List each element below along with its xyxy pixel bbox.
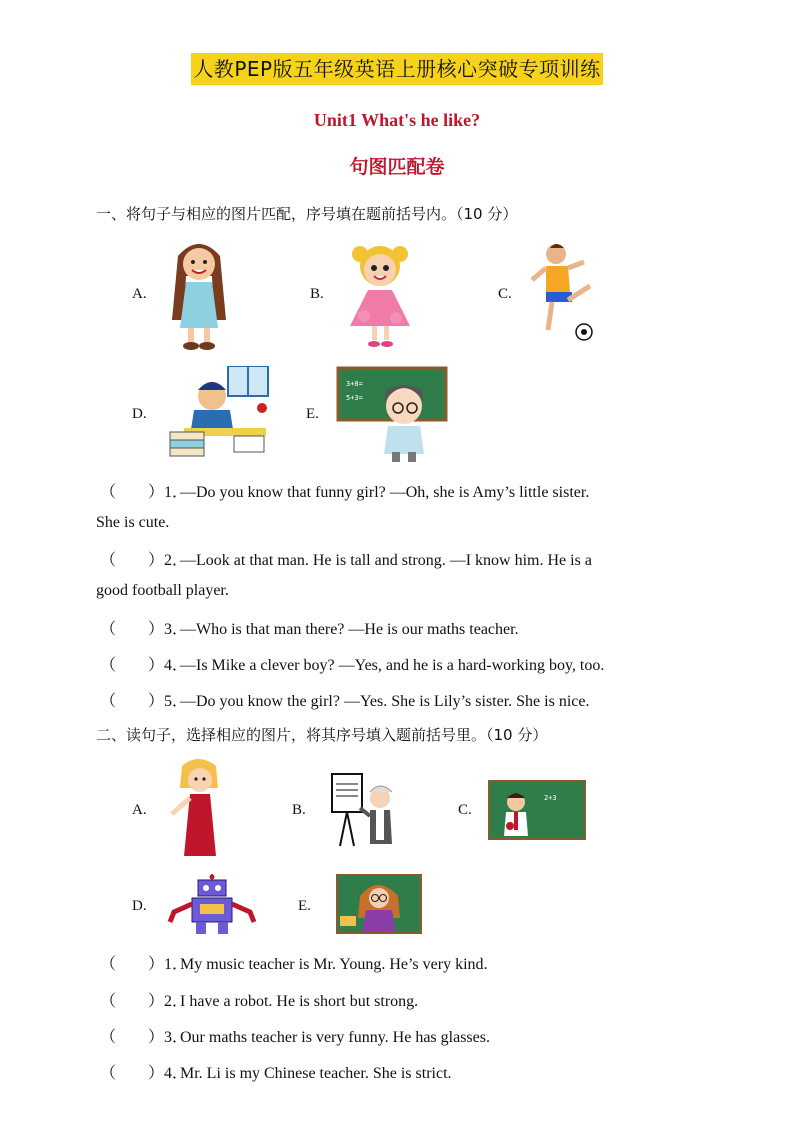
svg-text:2+3: 2+3 — [544, 794, 557, 802]
question-text: —Do you know the girl? —Yes. She is Lily’s sister. She is nice. — [180, 693, 590, 710]
question-text: —Who is that man there? —He is our maths teacher. — [180, 621, 519, 638]
svg-text:5+3=: 5+3= — [346, 394, 363, 402]
robot-image — [164, 874, 260, 936]
part1-question-5 — [100, 688, 589, 711]
part2-question-4 — [100, 1060, 452, 1083]
question-text: —Look at that man. He is tall and strong. —I know him. He is a — [180, 552, 592, 569]
part2-question-2 — [100, 988, 418, 1011]
music-teacher-image — [330, 770, 400, 854]
teacher-with-glasses-image — [336, 366, 448, 464]
boy-studying-image — [164, 366, 270, 462]
part1-option-e-label: E. — [306, 406, 319, 422]
part2-option-d-label: D. — [132, 898, 147, 914]
part1-option-a-label: A. — [132, 286, 147, 302]
part1-question-1 — [100, 479, 589, 502]
part1-question-2-continued: good football player. — [96, 582, 229, 599]
part2-question-1 — [100, 951, 488, 974]
part1-question-3 — [100, 616, 519, 639]
title-banner — [0, 53, 794, 82]
question-text: —Do you know that funny girl? —Oh, she is Amy’s little sister. — [180, 484, 590, 501]
answer-bracket[interactable]: （ ）3． — [100, 1029, 189, 1046]
svg-text:3+8=: 3+8= — [346, 380, 363, 388]
banner-text: 人教PEP版五年级英语上册核心突破专项训练 — [191, 53, 602, 85]
long-hair-girl-image — [164, 236, 234, 352]
part2-option-b-label: B. — [292, 802, 306, 818]
paper-subtitle: 句图匹配卷 — [349, 156, 445, 178]
answer-bracket[interactable]: （ ）4． — [100, 1065, 189, 1082]
question-text: Our maths teacher is very funny. He has glasses. — [180, 1029, 490, 1046]
little-girl-pink-dress-image — [340, 236, 420, 352]
part2-option-a-label: A. — [132, 802, 147, 818]
part1-option-b-label: B. — [310, 286, 324, 302]
answer-bracket[interactable]: （ ）1． — [100, 956, 189, 973]
question-text: Mr. Li is my Chinese teacher. She is strict. — [180, 1065, 452, 1082]
part1-option-d-label: D. — [132, 406, 147, 422]
football-player-image — [526, 240, 600, 344]
part1-question-1-continued: She is cute. — [96, 514, 170, 531]
part1-question-4 — [100, 652, 604, 675]
answer-bracket[interactable]: （ ）2． — [100, 993, 189, 1010]
part2-heading: 二、读句子，选择相应的图片，将其序号填入题前括号里。（10 分） — [96, 726, 548, 744]
unit-title: Unit1 What's he like? — [313, 110, 481, 130]
woman-teacher-glasses-image — [336, 874, 422, 934]
man-teacher-chalkboard-image — [488, 780, 586, 840]
part1-heading: 一、将句子与相应的图片匹配，序号填在题前括号内。（10 分） — [96, 205, 518, 223]
part2-question-3 — [100, 1024, 490, 1047]
part1-question-2 — [100, 547, 592, 570]
part2-option-e-label: E. — [298, 898, 311, 914]
part1-option-c-label: C. — [498, 286, 512, 302]
answer-bracket[interactable]: （ ）4． — [100, 657, 189, 674]
part2-option-c-label: C. — [458, 802, 472, 818]
answer-bracket[interactable]: （ ）3． — [100, 621, 189, 638]
question-text: I have a robot. He is short but strong. — [180, 993, 419, 1010]
answer-bracket[interactable]: （ ）2． — [100, 552, 189, 569]
answer-bracket[interactable]: （ ）5． — [100, 693, 189, 710]
question-text: My music teacher is Mr. Young. He’s very kind. — [180, 956, 488, 973]
woman-red-dress-image — [164, 758, 230, 862]
answer-bracket[interactable]: （ ）1． — [100, 484, 189, 501]
question-text: —Is Mike a clever boy? —Yes, and he is a hard-working boy, too. — [180, 657, 605, 674]
